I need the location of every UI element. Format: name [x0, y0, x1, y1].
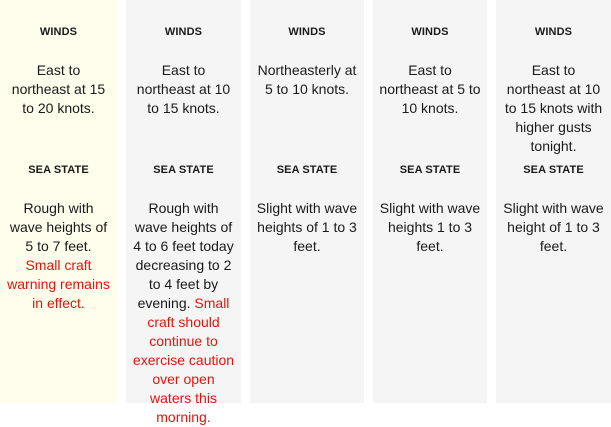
winds-heading: WINDS — [288, 26, 326, 38]
small-craft-warning: Small craft warning remains in effect. — [7, 257, 110, 311]
winds-text: East to northeast at 15 to 20 knots. — [11, 62, 106, 116]
forecast-column-5 — [496, 0, 611, 403]
winds-text: Northeasterly at 5 to 10 knots. — [257, 62, 357, 97]
sea-state-heading: SEA STATE — [153, 164, 214, 176]
sea-state-heading: SEA STATE — [276, 164, 338, 176]
forecast-column-2 — [126, 0, 241, 425]
forecast-column-1 — [0, 0, 117, 403]
winds-heading: WINDS — [534, 26, 573, 38]
forecast-column-4 — [373, 0, 487, 403]
sea-state-text: Rough with wave heights of 5 to 7 feet. — [9, 200, 108, 254]
sea-state-heading: SEA STATE — [28, 164, 89, 176]
winds-text: East to northeast at 10 to 15 knots with higher gusts tonight. — [504, 62, 603, 154]
winds-heading: WINDS — [411, 26, 449, 38]
sea-state-text: Slight with wave height of 1 to 3 feet. — [503, 200, 604, 254]
winds-text: East to northeast at 5 to 10 knots. — [379, 62, 481, 116]
sea-state-text: Rough with wave heights of 4 to 6 feet today decreasing to 2 to 4 feet by evening. — [133, 200, 234, 311]
forecast-column-3 — [250, 0, 364, 403]
winds-heading: WINDS — [164, 26, 203, 38]
sea-state-text: Slight with wave heights of 1 to 3 feet. — [256, 200, 358, 254]
sea-state-text-block — [132, 199, 235, 427]
small-craft-caution: Small craft should continue to exercise caution over open waters this morning. — [132, 295, 235, 425]
winds-text: East to northeast at 10 to 15 knots. — [136, 62, 231, 116]
winds-heading: WINDS — [39, 26, 78, 38]
sea-state-text: Slight with wave heights 1 to 3 feet. — [379, 200, 481, 254]
sea-state-heading: SEA STATE — [523, 164, 584, 176]
sea-state-heading: SEA STATE — [399, 164, 461, 176]
sea-state-text-block — [6, 199, 111, 313]
